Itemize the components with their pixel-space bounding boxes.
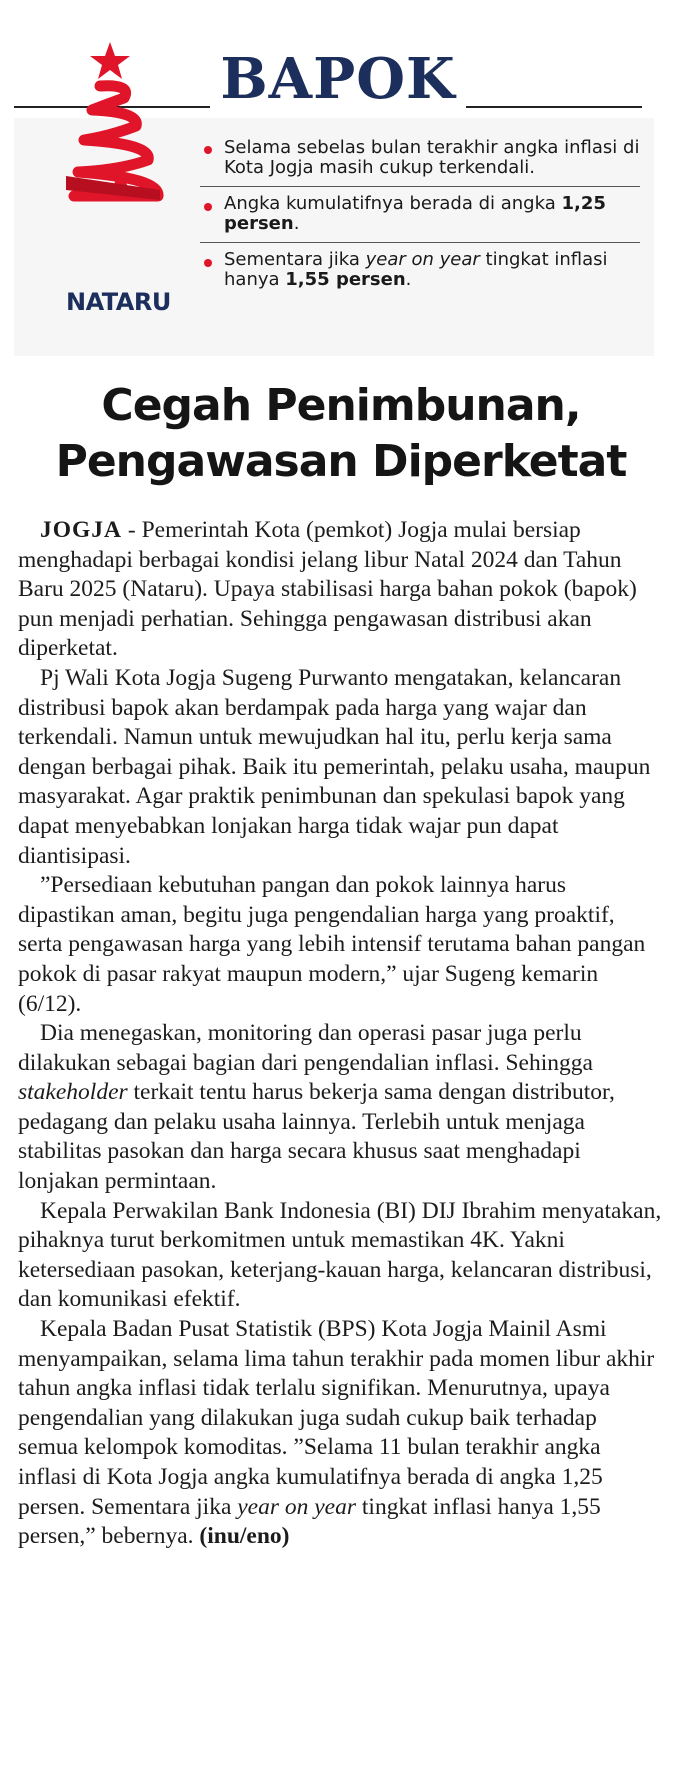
summary-bullets (200, 138, 640, 298)
headline-line: Cegah Penimbunan, (101, 380, 581, 431)
headline (16, 378, 666, 490)
paragraph: Kepala Badan Pusat Statistik (BPS) Kota Jogja Mainil Asmi menyampaikan, selama lima tahun terakhir pada momen libur akhir tahun angka inflasi tidak terlalu signifikan. Menurutnya, upaya pengendalian yang dilakukan juga sudah cukup baik terhadap semua kelompok komoditas. ”Selama 11 bulan terakhir angka inflasi di Kota Jogja angka kumulatifnya berada di angka 1,25 persen. Sementara jika year on year tingkat inflasi hanya 1,55 persen,” bebernya. (inu/eno) (18, 1316, 655, 1550)
paragraph: JOGJA - Pemerintah Kota (pemkot) Jogja mulai bersiap menghadapi berbagai kondisi jelang libur Natal 2024 dan Tahun Baru 2025 (Nataru). Upaya stabilisasi harga bahan pokok (bapok) pun menjadi perhatian. Sehingga pengawasan distribusi akan diperketat. (18, 517, 637, 662)
bullet-dot-icon (204, 203, 212, 211)
paragraph: Pj Wali Kota Jogja Sugeng Purwanto mengatakan, kelancaran distribusi bapok akan berdampak pada harga yang wajar dan terkendali. Namun untuk mewujudkan hal itu, perlu kerja sama dengan berbagai pihak. Baik itu pemerintah, pelaku usaha, maupun masyarakat. Agar praktik penimbunan dan spekulasi bapok yang dapat menyebabkan lonjakan harga tidak wajar pun dapat diantisipasi. (18, 664, 651, 869)
dateline: JOGJA (40, 517, 123, 543)
author-credit: (inu/eno) (199, 1523, 290, 1550)
bullet-item: Angka kumulatifnya berada di angka 1,25 persen. (200, 186, 640, 242)
article-body (18, 516, 662, 1552)
bullet-item: Selama sebelas bulan terakhir angka inflasi di Kota Jogja masih cukup terkendali. (200, 138, 640, 186)
paragraph: Kepala Perwakilan Bank Indonesia (BI) DIJ Ibrahim menyatakan, pihaknya turut berkomitmen untuk memastikan 4K. Yakni ketersediaan pasokan, keterjang-kauan harga, kelancaran distribusi, dan komunikasi efektif. (18, 1197, 662, 1313)
bullet-dot-icon (204, 146, 212, 154)
star-icon (90, 42, 130, 79)
paragraph: Dia menegaskan, monitoring dan operasi pasar juga perlu dilakukan sebagai bagian dari pengendalian inflasi. Sehingga stakeholder terkait tentu harus bekerja sama dengan distributor, pedagang dan pelaku usaha lainnya. Terlebih untuk menjaga stabilitas pasokan dan harga secara khusus saat menghadapi lonjakan permintaan. (18, 1020, 615, 1195)
bullet-dot-icon (204, 259, 212, 267)
rubric-title: BAPOK (0, 46, 676, 112)
headline-line: Pengawasan Diperketat (55, 436, 627, 487)
paragraph: ”Persediaan kebutuhan pangan dan pokok lainnya harus dipastikan aman, begitu juga pengendalian harga yang proaktif, serta pengawasan harga yang lebih intensif terutama bahan pangan pokok di pasar rakyat maupun modern,” ujar Sugeng kemarin (6/12). (18, 872, 646, 1017)
logo-label: NATARU (66, 288, 171, 316)
nataru-christmas-tree-icon (40, 40, 180, 210)
bullet-item: Sementara jika year on year tingkat inflasi hanya 1,55 persen. (200, 242, 640, 298)
